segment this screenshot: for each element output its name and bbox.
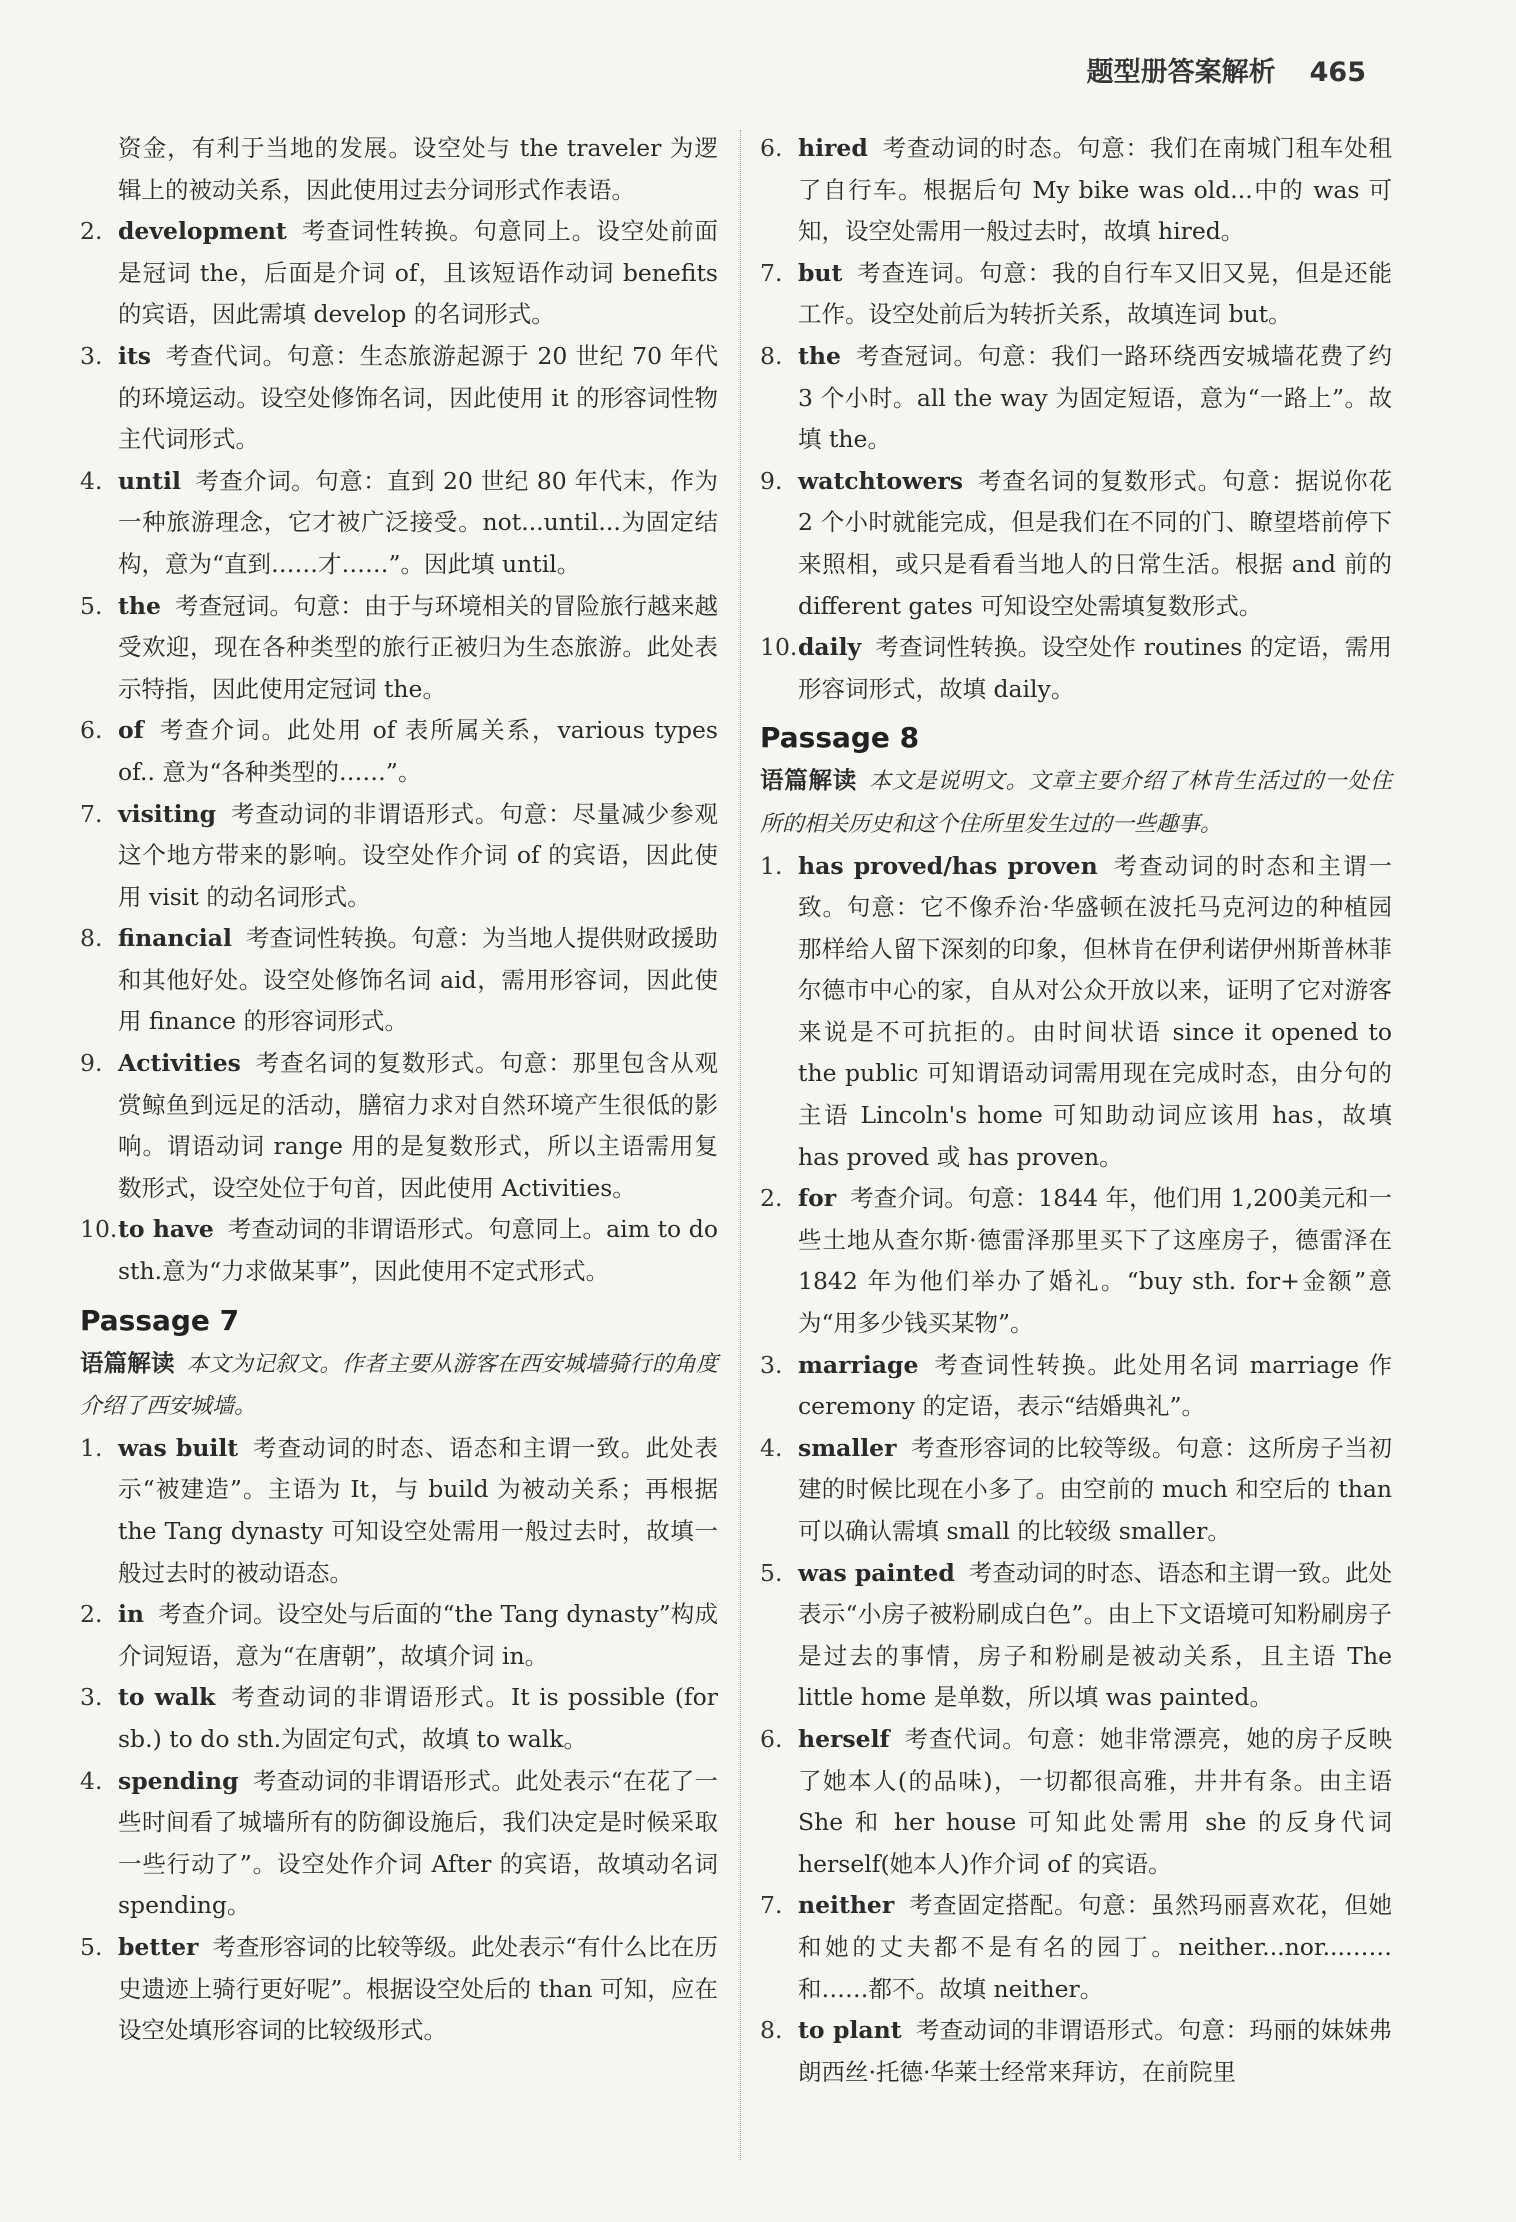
answer-item bbox=[80, 1209, 718, 1292]
column-divider bbox=[740, 130, 741, 2160]
answer-word: hired bbox=[798, 134, 868, 162]
explanation-text: 考查代词。句意：生态旅游起源于 20 世纪 70 年代的环境运动。设空处修饰名词，因此使用 it 的形容词性物主代词形式。 bbox=[118, 341, 718, 454]
explanation-text: 考查动词的非谓语形式。句意：玛丽的妹妹弗朗西丝·托德·华莱士经常来拜访，在前院里 bbox=[798, 2016, 1392, 2086]
item-number: 8. bbox=[80, 924, 103, 953]
page-number: 465 bbox=[1309, 57, 1366, 88]
item-number: 6. bbox=[760, 134, 783, 162]
answer-item bbox=[760, 461, 1392, 627]
explanation-text: 考查动词的非谓语形式。句意同上。aim to do sth.意为“力求做某事”，因此使用不定式形式。 bbox=[118, 1215, 718, 1286]
answer-word: spending bbox=[118, 1766, 239, 1795]
answer-item bbox=[80, 586, 718, 711]
header-title: 题型册答案解析 bbox=[1086, 57, 1276, 88]
right-column bbox=[760, 128, 1392, 2093]
left-answer-list-b bbox=[80, 1428, 718, 2052]
answer-word: of bbox=[118, 716, 144, 745]
passage-7-intro bbox=[80, 1343, 718, 1428]
answer-word: was painted bbox=[798, 1558, 955, 1587]
answer-word: the bbox=[798, 341, 841, 370]
explanation-text: 考查介词。句意：1844 年，他们用 1,200美元和一些土地从查尔斯·德雷泽那里买下了这座房子，德雷泽在 1842 年为他们举办了婚礼。“buy sth. for+金额”意为“用多少钱买某物”。 bbox=[798, 1184, 1392, 1338]
answer-item bbox=[760, 1345, 1392, 1428]
item-number: 3. bbox=[760, 1350, 783, 1379]
answer-word: to walk bbox=[118, 1683, 216, 1712]
answer-item bbox=[80, 918, 718, 1043]
answer-item bbox=[80, 1761, 718, 1927]
explanation-text: 考查形容词的比较等级。句意：这所房子当初建的时候比现在小多了。由空前的 much 和空后的 than 可以确认需填 small 的比较级 smaller。 bbox=[798, 1433, 1392, 1545]
explanation-text: 考查词性转换。句意同上。设空处前面是冠词 the，后面是介词 of，且该短语作动词 benefits 的宾语，因此需填 develop 的名词形式。 bbox=[118, 217, 718, 329]
explanation-text: 考查动词的非谓语形式。It is possible (for sb.) to do sth.为固定句式，故填 to walk。 bbox=[118, 1683, 718, 1753]
explanation-text: 考查动词的非谓语形式。此处表示“在花了一些时间看了城墙所有的防御设施后，我们决定是时候采取一些行动了”。设空处作介词 After 的宾语，故填动名词 spending。 bbox=[118, 1766, 718, 1920]
explanation-text: 考查连词。句意：我的自行车又旧又晃，但是还能工作。设空处前后为转折关系，故填连词 but。 bbox=[798, 258, 1392, 329]
answer-item bbox=[760, 128, 1392, 253]
answer-word: marriage bbox=[798, 1350, 919, 1379]
item-number: 9. bbox=[760, 466, 783, 495]
explanation-text: 考查介词。此处用 of 表所属关系，various types of.. 意为“各种类型的……”。 bbox=[118, 716, 718, 786]
answer-word: Activities bbox=[118, 1049, 241, 1078]
answer-item bbox=[80, 461, 718, 586]
item-number: 5. bbox=[760, 1558, 783, 1587]
item-number: 3. bbox=[80, 1683, 103, 1712]
item-number: 3. bbox=[80, 341, 103, 370]
answer-word: to have bbox=[118, 1215, 214, 1244]
explanation-text: 考查动词的时态和主谓一致。句意：它不像乔治·华盛顿在波托马克河边的种植园那样给人留下深刻的印象，但林肯在伊利诺伊州斯普林菲尔德市中心的家，自从对公众开放以来，证明了它对游客来说是不可抗拒的。由时间状语 since it opened to the public 可知谓语动词需用现在完成时态，由分句的主语 Lincoln's home 可知助动词应该用 has，故填 has proved 或 has proven。 bbox=[798, 851, 1392, 1171]
explanation-text: 考查词性转换。设空处作 routines 的定语，需用形容词形式，故填 daily。 bbox=[798, 633, 1392, 703]
item-number: 7. bbox=[80, 799, 103, 828]
page-header bbox=[1087, 50, 1366, 89]
answer-word: neither bbox=[798, 1891, 895, 1920]
explanation-text: 考查动词的非谓语形式。句意：尽量减少参观这个地方带来的影响。设空处作介词 of 的宾语，因此使用 visit 的动名词形式。 bbox=[118, 799, 718, 911]
answer-item bbox=[760, 627, 1392, 710]
intro-text: 本文是说明文。文章主要介绍了林肯生活过的一处住所的相关历史和这个住所里发生过的一些趣事。 bbox=[760, 769, 1392, 837]
answer-item bbox=[760, 1178, 1392, 1344]
item-number: 10. bbox=[760, 633, 798, 662]
explanation-text: 考查动词的时态、语态和主谓一致。此处表示“小房子被粉刷成白色”。由上下文语境可知粉刷房子是过去的事情，房子和粉刷是被动关系，且主语 The little home 是单数，所以填 was painted。 bbox=[798, 1558, 1393, 1712]
answer-word: herself bbox=[798, 1724, 890, 1753]
left-answer-list-a bbox=[80, 211, 718, 1292]
item-number: 5. bbox=[80, 1932, 103, 1961]
answer-word: development bbox=[118, 217, 287, 246]
answer-word: has proved/has proven bbox=[798, 851, 1098, 880]
passage-8-intro bbox=[760, 760, 1392, 845]
answer-word: better bbox=[118, 1932, 199, 1961]
item-number: 1. bbox=[80, 1433, 103, 1462]
item-number: 10. bbox=[80, 1215, 118, 1244]
answer-word: but bbox=[798, 258, 843, 287]
item-number: 4. bbox=[760, 1433, 783, 1462]
answer-item bbox=[760, 1719, 1392, 1885]
passage-8-title: Passage 8 bbox=[760, 721, 920, 755]
item-number: 2. bbox=[80, 1600, 103, 1629]
answer-word: was built bbox=[118, 1433, 239, 1462]
intro-label: 语篇解读 bbox=[80, 1348, 175, 1377]
answer-item bbox=[760, 1885, 1392, 2010]
answer-item bbox=[80, 1594, 718, 1677]
item-number: 2. bbox=[760, 1184, 783, 1213]
continued-text: 资金，有利于当地的发展。设空处与 the traveler 为逻辑上的被动关系，因此使用过去分词形式作表语。 bbox=[118, 134, 718, 204]
item-number: 1. bbox=[760, 851, 783, 880]
item-number: 6. bbox=[760, 1724, 783, 1753]
explanation-text: 考查冠词。句意：由于与环境相关的冒险旅行越来越受欢迎，现在各种类型的旅行正被归为生态旅游。此处表示特指，因此使用定冠词 the。 bbox=[118, 591, 718, 703]
explanation-text: 考查冠词。句意：我们一路环绕西安城墙花费了约 3 个小时。all the way 为固定短语，意为“一路上”。故填 the。 bbox=[798, 341, 1392, 454]
answer-item bbox=[80, 794, 718, 919]
answer-item bbox=[760, 846, 1392, 1179]
explanation-text: 考查介词。句意：直到 20 世纪 80 年代末，作为一种旅游理念，它才被广泛接受。not...until...为固定结构，意为“直到……才……”。因此填 until。 bbox=[118, 466, 718, 578]
explanation-text: 考查词性转换。此处用名词 marriage 作 ceremony 的定语，表示“结婚典礼”。 bbox=[798, 1350, 1392, 1421]
answer-item bbox=[760, 1553, 1392, 1719]
item-number: 8. bbox=[760, 2016, 783, 2045]
answer-word: its bbox=[118, 341, 152, 370]
answer-item bbox=[760, 2010, 1392, 2093]
intro-text: 本文为记叙文。作者主要从游客在西安城墙骑行的角度介绍了西安城墙。 bbox=[80, 1351, 718, 1420]
item-number: 9. bbox=[80, 1049, 103, 1078]
answer-word: in bbox=[118, 1600, 145, 1629]
answer-word: visiting bbox=[118, 799, 217, 828]
answer-item bbox=[80, 1428, 718, 1594]
item-number: 8. bbox=[760, 341, 783, 370]
explanation-text: 考查代词。句意：她非常漂亮，她的房子反映了她本人(的品味)，一切都很高雅，井井有条。由主语 She 和 her house 可知此处需用 she 的反身代词 herself(她本人)作介词 of 的宾语。 bbox=[798, 1724, 1392, 1878]
intro-label: 语篇解读 bbox=[760, 766, 858, 795]
answer-item bbox=[80, 710, 718, 793]
answer-word: for bbox=[798, 1184, 837, 1213]
explanation-text: 考查词性转换。句意：为当地人提供财政援助和其他好处。设空处修饰名词 aid，需用形容词，因此使用 finance 的形容词形式。 bbox=[118, 924, 718, 1036]
answer-word: financial bbox=[118, 924, 232, 953]
right-answer-list-b bbox=[760, 846, 1392, 2094]
explanation-text: 考查形容词的比较等级。此处表示“有什么比在历史遗迹上骑行更好呢”。根据设空处后的 than 可知，应在设空处填形容词的比较级形式。 bbox=[118, 1932, 718, 2045]
explanation-text: 考查动词的时态。句意：我们在南城门租车处租了自行车。根据后句 My bike was old...中的 was 可知，设空处需用一般过去时，故填 hired。 bbox=[798, 134, 1392, 246]
answer-word: until bbox=[118, 466, 181, 495]
item-number: 5. bbox=[80, 591, 103, 620]
answer-word: daily bbox=[798, 633, 862, 662]
answer-item bbox=[760, 1428, 1392, 1553]
answer-word: watchtowers bbox=[798, 466, 964, 495]
explanation-text: 考查动词的时态、语态和主谓一致。此处表示“被建造”。主语为 It，与 build 为被动关系；再根据 the Tang dynasty 可知设空处需用一般过去时，故填一般过去时的被动语态。 bbox=[118, 1433, 718, 1587]
answer-item bbox=[80, 1043, 718, 1209]
item-number: 7. bbox=[760, 258, 783, 287]
explanation-text: 考查名词的复数形式。句意：那里包含从观赏鲸鱼到远足的活动，膳宿力求对自然环境产生很低的影响。谓语动词 range 用的是复数形式，所以主语需用复数形式，设空处位于句首，因此使用 Activities。 bbox=[118, 1049, 718, 1202]
answer-item bbox=[80, 211, 718, 336]
answer-item bbox=[80, 336, 718, 461]
item-number: 4. bbox=[80, 1766, 103, 1795]
explanation-text: 考查介词。设空处与后面的“the Tang dynasty”构成介词短语，意为“在唐朝”，故填介词 in。 bbox=[118, 1600, 718, 1670]
item-number: 4. bbox=[80, 466, 103, 495]
explanation-text: 考查名词的复数形式。句意：据说你花 2 个小时就能完成，但是我们在不同的门、瞭望塔前停下来照相，或只是看看当地人的日常生活。根据 and 前的 different gates 可知设空处需填复数形式。 bbox=[798, 466, 1392, 620]
item-number: 7. bbox=[760, 1891, 783, 1920]
item-number: 2. bbox=[80, 217, 103, 246]
answer-item bbox=[760, 336, 1392, 461]
answer-item bbox=[80, 1927, 718, 2052]
answer-item bbox=[80, 1677, 718, 1760]
passage-7-title: Passage 7 bbox=[80, 1303, 240, 1337]
answer-word: to plant bbox=[798, 2016, 902, 2045]
item-number: 6. bbox=[80, 716, 103, 745]
answer-word: the bbox=[118, 591, 161, 620]
answer-item bbox=[760, 253, 1392, 336]
right-answer-list-a bbox=[760, 128, 1392, 710]
answer-word: smaller bbox=[798, 1433, 897, 1462]
left-column bbox=[80, 128, 718, 2052]
explanation-text: 考查固定搭配。句意：虽然玛丽喜欢花，但她和她的丈夫都不是有名的园丁。neither...nor...……和……都不。故填 neither。 bbox=[798, 1891, 1392, 2003]
